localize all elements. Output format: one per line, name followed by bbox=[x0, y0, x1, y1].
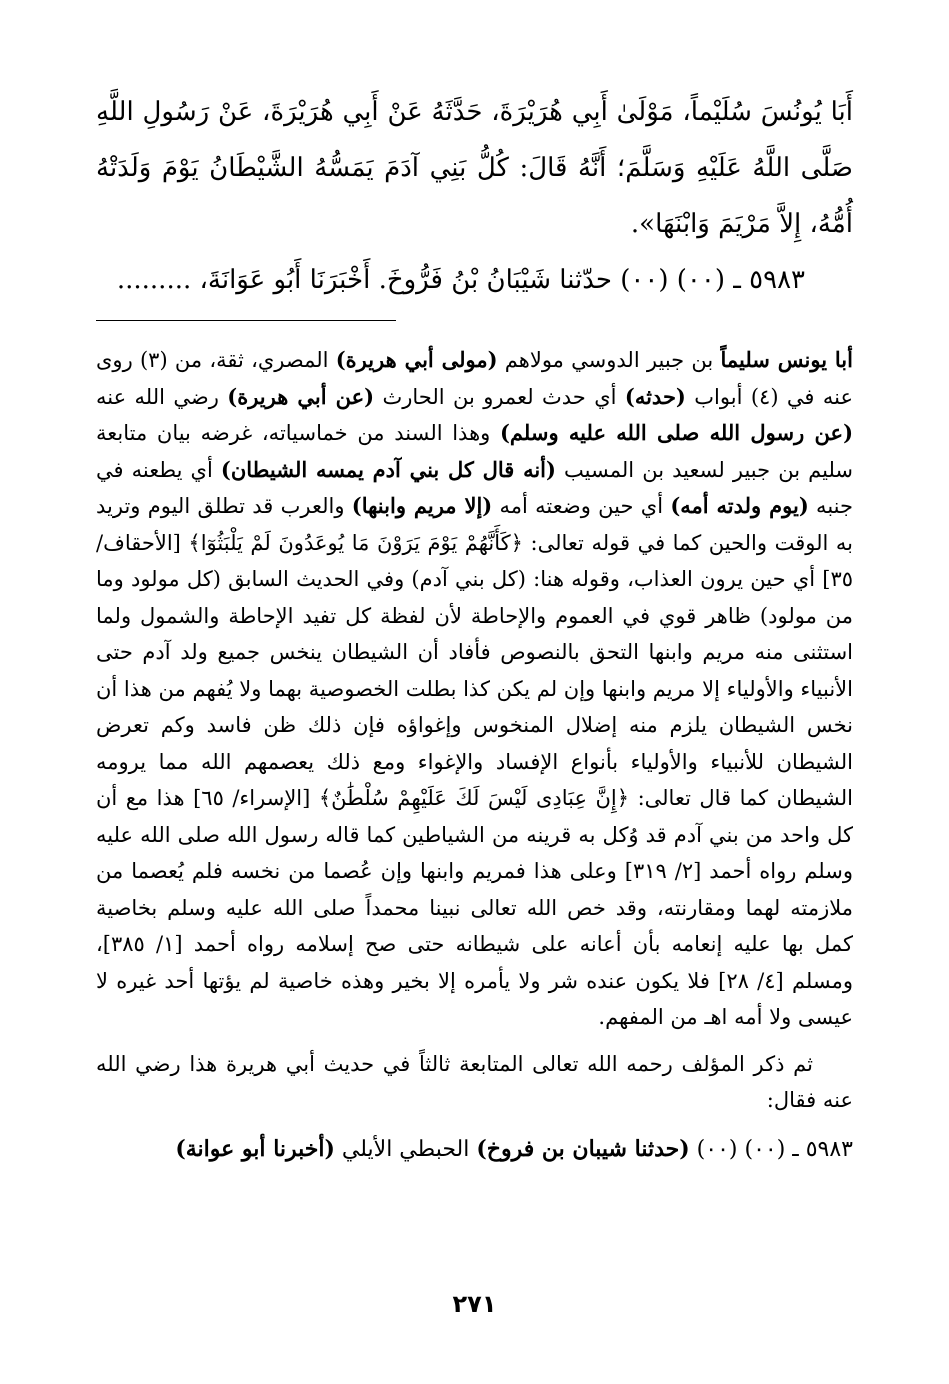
hadith-text-block bbox=[96, 84, 853, 308]
bold-phrase: (إلا مريم وابنها) bbox=[351, 493, 493, 518]
bold-phrase: (يوم ولدته أمه) bbox=[670, 493, 809, 518]
footnote-divider bbox=[96, 320, 396, 321]
bold-phrase: (مولى أبي هريرة) bbox=[335, 347, 498, 372]
commentary-text: والعرب قد تطلق اليوم وتريد به الوقت والحين كما في قوله تعالى: ﴿كَأَنَّهُمْ يَوْمَ يَرَوْنَ مَا يُوعَدُونَ لَمْ يَلْبَثُوٓا﴾ [الأحقاف/ ٣٥] أي حين يرون العذاب، وقوله هنا: (كل بني آدم) وفي الحديث السابق (كل مولود وما من مولود) ظاهر قوي في العموم والإحاطة لأن لفظة كل تفيد الإحاطة والشمول ولما استثنى منه مريم وابنها التحق بالنصوص فأفاد أن الشيطان ينخس جميع ولد آدم حتى الأنبياء والأولياء إلا مريم وابنها وإن لم يكن كذا بطلت الخصوصية بهما ولا يُفهم من هذا أن نخس الشيطان يلزم منه إضلال المنخوس وإغواؤه فإن ذلك ظن فاسد وكم تعرض الشيطان للأنبياء والأولياء بأنواع الإفساد والإغواء ومع ذلك يعصمهم الله مما يرومه الشيطان كما قال تعالى: ﴿إِنَّ عِبَادِى لَيْسَ لَكَ عَلَيْهِمْ سُلْطَٰنٌ﴾ [الإسراء/ ٦٥] هذا مع أن كل واحد من بني آدم قد وُكل به قرينه من الشياطين كما قاله رسول الله صلى الله عليه وسلم رواه أحمد [٢/ ٣١٩] وعلى هذا فمريم وابنها وإن عُصما من نخسه فلم يُعصما من ملازمته لهما ومقارنته، وقد خص الله تعالى نبينا محمداً صلى الله عليه وسلم بخاصية كمل بها عليه إنعامه بأن أعانه على شيطانه حتى صح إسلامه رواه أحمد [١/ ٣٨٥]، ومسلم [٤/ ٢٨] فلا يكون عنده شر ولا يأمره إلا بخير وهذه خاصية لم يؤتها أحد غيره لا عيسى ولا أمه اهـ من المفهم. bbox=[96, 494, 854, 1029]
commentary-block bbox=[96, 342, 853, 1168]
commentary-text: أي حدث لعمرو بن الحارث bbox=[374, 384, 625, 409]
next-hadith-paragraph: ٥٩٨٣ ـ (٠٠) (٠٠) حدّثنا شَيْبَانُ بْنُ فَرُّوخَ. أَخْبَرَنَا أَبُو عَوَانَةَ، ......... bbox=[116, 265, 805, 295]
hadith-paragraph: أَبَا يُونُسَ سُلَيْماً، مَوْلَىٰ أَبِي هُرَيْرَةَ، حَدَّثَهُ عَنْ أَبِي هُرَيْرَةَ، عَنْ رَسُولِ اللَّهِ صَلَّى اللَّهُ عَلَيْهِ وَسَلَّمَ؛ أَنَّهُ قَالَ: كُلُّ بَنِي آدَمَ يَمَسُّهُ الشَّيْطَانُ يَوْمَ وَلَدَتْهُ أُمُّهُ، إِلاَّ مَرْيَمَ وَابْنَهَا». bbox=[96, 97, 853, 239]
commentary-text: رضي الله عنه bbox=[96, 384, 228, 409]
page-number: ٢٧١ bbox=[452, 1290, 497, 1318]
commentary-text: بن جبير الدوسي مولاهم bbox=[497, 348, 721, 372]
commentary-text: الحبطي الأيلي bbox=[334, 1136, 477, 1162]
commentary-paragraph bbox=[96, 342, 853, 1036]
commentary-text: المصري، ثقة، من (٣) روى عنه في (٤) أبواب bbox=[96, 348, 853, 409]
transition-paragraph: ثم ذكر المؤلف رحمه الله تعالى المتابعة ثالثاً في حديث أبي هريرة هذا رضي الله عنه فقال: bbox=[96, 1051, 853, 1112]
bold-phrase: (أنه قال كل بني آدم يمسه الشيطان) bbox=[220, 456, 556, 482]
bold-phrase: (عن أبي هريرة) bbox=[227, 383, 375, 409]
next-hadith-chain bbox=[96, 1131, 853, 1169]
hadith-number: ٥٩٨٣ ـ (٠٠) (٠٠) bbox=[689, 1136, 853, 1162]
bold-phrase: (عن رسول الله صلى الله عليه وسلم) bbox=[499, 420, 853, 445]
commentary-text: أي يطعنه في جنبه bbox=[96, 457, 853, 518]
bold-phrase: (حدثه) bbox=[624, 383, 686, 409]
bold-phrase: (أخبرنا أبو عوانة) bbox=[175, 1135, 335, 1162]
commentary-text: وهذا السند من خماسياته، غرضه بيان متابعة سليم بن جبير لسعيد بن المسيب bbox=[96, 421, 854, 482]
commentary-text: أي حين وضعته أمه bbox=[492, 494, 671, 518]
bold-phrase: (حدثنا شيبان بن فروخ) bbox=[476, 1135, 690, 1162]
bold-phrase: أبا يونس سليماً bbox=[720, 347, 853, 372]
